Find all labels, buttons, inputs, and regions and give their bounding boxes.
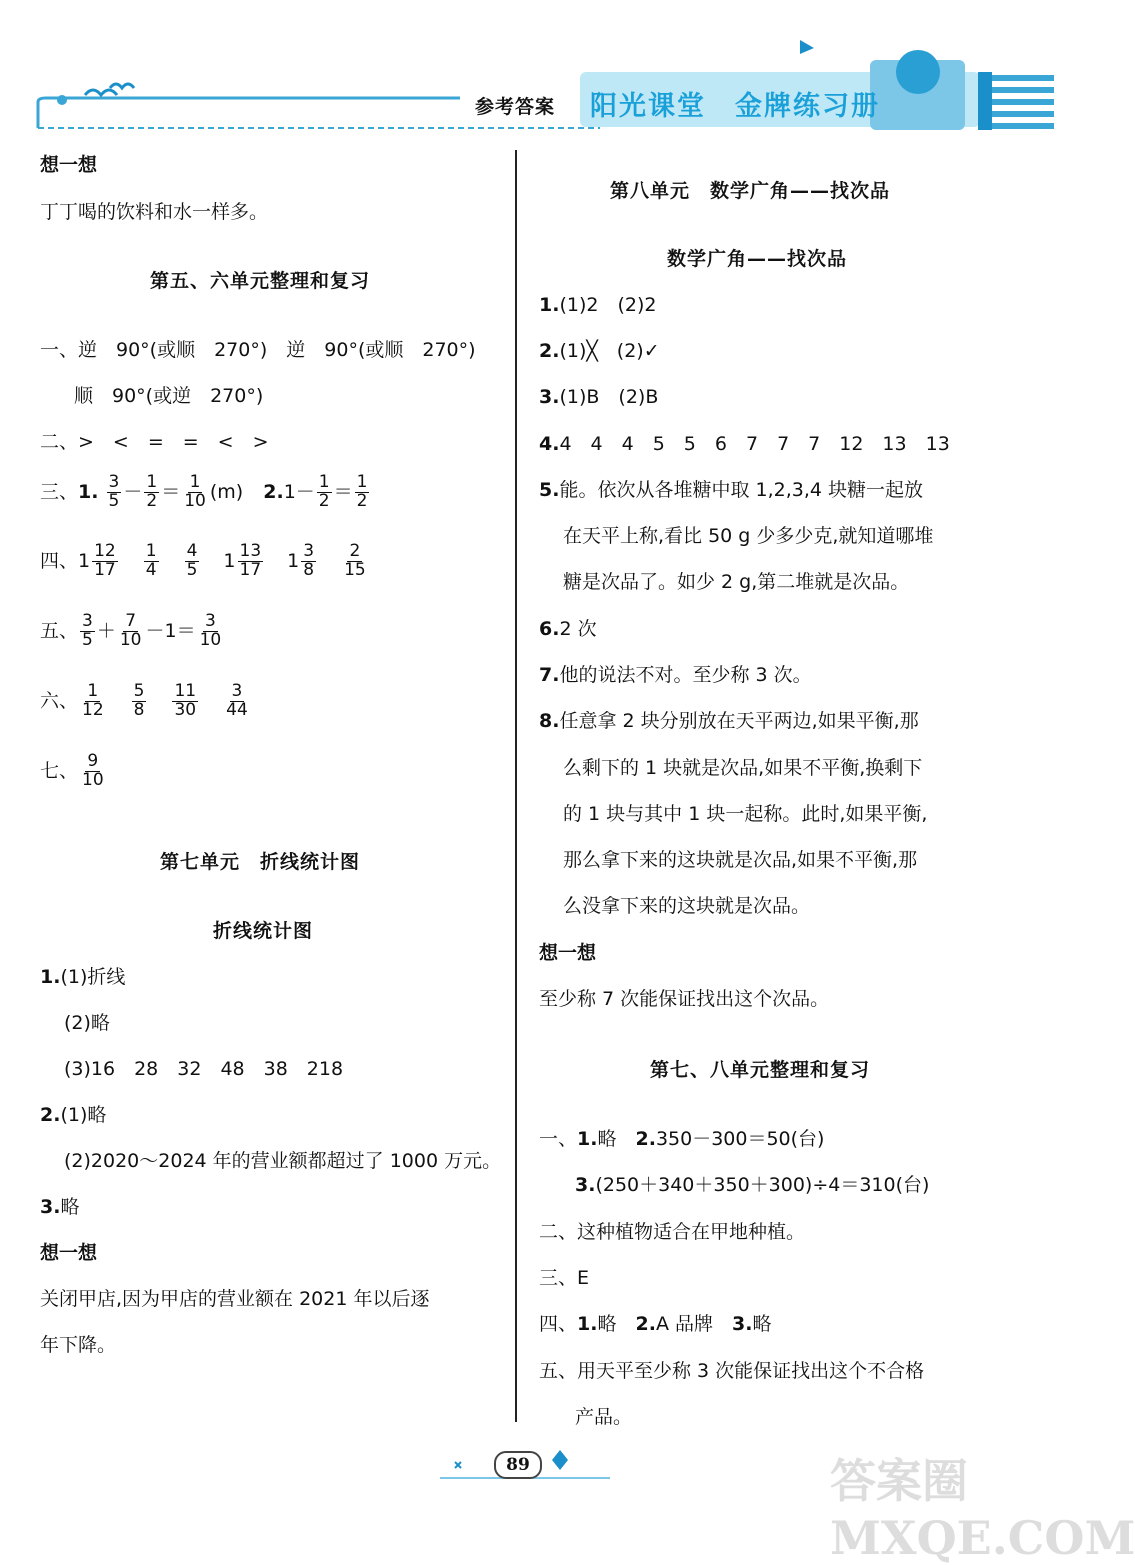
answer-text: 2 次 <box>559 618 597 640</box>
item-number: 1. <box>78 480 99 503</box>
numerator: 4 <box>186 541 198 561</box>
fraction <box>198 613 224 650</box>
answer-prefix: 四、 <box>40 549 79 572</box>
numerator: 1 <box>318 472 330 492</box>
item-number: 8. <box>539 710 560 732</box>
bird-icon <box>85 90 117 95</box>
fraction <box>107 474 122 511</box>
answer-text: 他的说法不对。至少称 3 次。 <box>559 664 812 686</box>
answer-prefix: 三、 <box>40 480 79 503</box>
answer-1-line-2: 顺 90°(或逆 270°) <box>74 385 264 407</box>
mixed-number <box>142 541 161 580</box>
unit: (m) <box>209 480 244 503</box>
answer-prefix: 六、 <box>40 689 79 712</box>
fraction <box>118 613 144 650</box>
think-text-line-2: 年下降。 <box>40 1334 117 1356</box>
answer-text: 略 <box>752 1313 772 1335</box>
section-title: 第八单元 数学广角——找次品 <box>610 180 891 202</box>
denominator: 2 <box>318 490 330 511</box>
watermark: 答案圈 MXQE.COM <box>830 1454 1135 1565</box>
item-number: 1. <box>577 1128 598 1150</box>
answer-text: 略 <box>60 1196 80 1218</box>
section-title: 第七、八单元整理和复习 <box>650 1059 871 1081</box>
mixed-number <box>78 681 108 720</box>
answer-5: 五、 $\frac{3}{5}$ ＋ $\frac{7}{10}$ －1＝ $\frac{3}{10}$ <box>40 611 222 650</box>
answer-1 <box>40 962 125 989</box>
answer-8-line-1 <box>539 706 919 733</box>
denominator: 8 <box>133 699 145 720</box>
answer-4 <box>40 543 392 580</box>
answer-text: A 品牌 <box>655 1313 732 1335</box>
answer-1-part-3: (3)16 28 32 48 38 218 <box>64 1058 344 1080</box>
answer-3 <box>40 1192 79 1219</box>
mixed-number <box>223 541 265 580</box>
section-title: 第五、六单元整理和复习 <box>150 270 371 292</box>
numerator: 2 <box>349 541 361 561</box>
answer-2 <box>539 336 660 363</box>
denominator: 17 <box>239 559 262 580</box>
item-number: 3. <box>40 1196 61 1218</box>
answer-2: 二、> < = = < > <box>40 431 269 453</box>
section-title: 第七单元 折线统计图 <box>160 851 361 873</box>
mixed-number <box>287 541 318 580</box>
item-number: 3. <box>731 1313 753 1335</box>
item-number: 2. <box>539 340 560 362</box>
numerator: 11 <box>174 681 197 701</box>
whole-number: 1 <box>78 549 91 572</box>
answer-7 <box>539 660 812 687</box>
numerator: 1 <box>356 472 368 492</box>
answer-1 <box>539 290 656 317</box>
answer-text: (1)略 <box>60 1104 107 1126</box>
answer-5-line-2: 在天平上称,看比 50 g 少多少克,就知道哪堆 <box>563 525 934 547</box>
numerator: 3 <box>82 611 93 631</box>
fraction <box>80 753 106 790</box>
fraction <box>144 543 159 580</box>
think-text: 至少称 7 次能保证找出这个次品。 <box>539 988 830 1010</box>
mixed-number <box>183 541 202 580</box>
section-subtitle: 折线统计图 <box>213 920 314 942</box>
answer-prefix: 一、 <box>539 1128 578 1150</box>
item-number: 1. <box>40 966 61 988</box>
fraction <box>355 474 370 511</box>
answer-8-line-5: 么没拿下来的这块就是次品。 <box>563 895 811 917</box>
denominator: 5 <box>108 490 120 511</box>
mixed-number <box>130 681 149 720</box>
item-number: 2. <box>635 1128 656 1150</box>
answer-text: (1)折线 <box>60 966 126 988</box>
operator: －1＝ <box>145 619 196 642</box>
denominator: 4 <box>145 559 157 580</box>
whole-number: 1 <box>283 480 296 503</box>
answer-8-line-3: 的 1 块与其中 1 块一起称。此时,如果平衡, <box>563 803 928 825</box>
item-number: 4. <box>539 433 560 455</box>
answer-5-line-3: 糖是次品了。如少 2 g,第二堆就是次品。 <box>563 571 910 593</box>
think-text: 丁丁喝的饮料和水一样多。 <box>40 201 269 223</box>
mixed-number <box>340 541 370 580</box>
review-answer-3: 三、E <box>539 1267 590 1289</box>
fraction <box>92 543 118 580</box>
answer-text: 任意拿 2 块分别放在天平两边,如果平衡,那 <box>559 710 919 732</box>
answer-text: (1)╳ (2)✓ <box>559 340 660 362</box>
section-subtitle: 数学广角——找次品 <box>667 248 848 270</box>
fraction <box>185 543 200 580</box>
mixed-number <box>78 541 120 580</box>
denominator: 10 <box>199 629 222 650</box>
fraction <box>172 683 198 720</box>
review-answer-5-line-2: 产品。 <box>575 1406 633 1428</box>
answer-8-line-2: 么剩下的 1 块就是次品,如果不平衡,换剩下 <box>563 757 923 779</box>
answer-2 <box>40 1100 106 1127</box>
header-brand: 阳光课堂 金牌练习册 <box>590 91 880 122</box>
answer-4 <box>539 429 950 456</box>
review-answer-2: 二、这种植物适合在甲地种植。 <box>539 1221 806 1243</box>
numerator: 5 <box>133 681 145 701</box>
answer-text: 能。依次从各堆糖中取 1,2,3,4 块糖一起放 <box>559 479 924 501</box>
think-text-line-1: 关闭甲店,因为甲店的营业额在 2021 年以后逐 <box>40 1288 430 1310</box>
fraction <box>182 474 208 511</box>
item-number: 7. <box>539 664 560 686</box>
fraction <box>342 543 368 580</box>
whole-number: 1 <box>287 549 300 572</box>
mixed-number <box>170 681 200 720</box>
numerator: 1 <box>189 472 201 492</box>
numerator: 3 <box>303 541 315 561</box>
numerator: 1 <box>145 541 157 561</box>
think-title: 想一想 <box>539 942 597 964</box>
answer-1-line-1: 一、逆 90°(或顺 270°) 逆 90°(或顺 270°) <box>40 339 476 361</box>
denominator: 8 <box>303 559 315 580</box>
denominator: 30 <box>174 699 197 720</box>
answer-prefix: 四、 <box>539 1313 578 1335</box>
answer-text: 略 <box>597 1128 636 1150</box>
denominator: 17 <box>94 559 116 580</box>
column-divider <box>515 150 517 1422</box>
page-header <box>0 0 1057 150</box>
fraction <box>80 613 95 650</box>
answer-text: 350－300＝50(台) <box>655 1128 825 1150</box>
pinwheel-icon <box>552 1450 568 1470</box>
item-number: 1. <box>577 1313 598 1335</box>
denominator: 44 <box>226 699 248 720</box>
fraction <box>238 543 264 580</box>
answer-7 <box>40 753 108 790</box>
denominator: 10 <box>82 769 104 790</box>
think-title: 想一想 <box>40 1242 98 1264</box>
answer-prefix: 五、 <box>40 619 79 642</box>
item-number: 2. <box>40 1104 61 1126</box>
fraction <box>317 474 332 511</box>
answer-6 <box>539 614 597 641</box>
think-title: 想一想 <box>40 154 98 176</box>
numerator: 9 <box>87 751 99 771</box>
denominator: 5 <box>186 559 198 580</box>
denominator: 5 <box>82 629 93 650</box>
numerator: 3 <box>108 472 120 492</box>
denominator: 2 <box>356 490 368 511</box>
answer-text: (1)B (2)B <box>559 386 659 408</box>
denominator: 12 <box>82 699 104 720</box>
item-number: 2. <box>263 480 284 503</box>
item-number: 3. <box>575 1174 596 1196</box>
review-answer-5-line-1: 五、用天平至少称 3 次能保证找出这个不合格 <box>539 1360 925 1382</box>
whole-number: 1 <box>223 549 236 572</box>
answer-8-line-4: 那么拿下来的这块就是次品,如果不平衡,那 <box>563 849 918 871</box>
answer-5-line-1 <box>539 475 923 502</box>
fraction <box>144 474 159 511</box>
numerator: 12 <box>94 541 116 561</box>
review-answer-1 <box>539 1124 824 1151</box>
answer-prefix: 七、 <box>40 759 79 782</box>
numerator: 1 <box>146 472 158 492</box>
answer-text: (250＋340＋350＋300)÷4＝310(台) <box>595 1174 930 1196</box>
answer-text: (1)2 (2)2 <box>559 294 657 316</box>
answer-1-part-2: (2)略 <box>64 1012 110 1034</box>
fraction <box>224 683 250 720</box>
answer-3: 三、1. $\frac{3}{5}$ － $\frac{1}{2}$ ＝ $\frac{1}{10}$ (m) 2.1－ $\frac{1}{2}$ ＝ $\frac{1}{2}$ <box>40 472 368 511</box>
answer-text: 4 4 4 5 5 6 7 7 7 12 13 13 <box>559 433 950 455</box>
item-number: 3. <box>539 386 560 408</box>
fraction <box>80 683 106 720</box>
answer-3 <box>539 382 658 409</box>
denominator: 10 <box>184 490 206 511</box>
fraction <box>132 683 147 720</box>
numerator: 1 <box>87 681 99 701</box>
fraction <box>301 543 316 580</box>
answer-6 <box>40 683 274 720</box>
header-decoration <box>0 0 1057 150</box>
item-number: 6. <box>539 618 560 640</box>
page-number: 89 <box>494 1451 542 1479</box>
numerator: 7 <box>125 611 137 631</box>
numerator: 3 <box>231 681 243 701</box>
mixed-number <box>222 681 252 720</box>
review-answer-4 <box>539 1309 771 1336</box>
denominator: 10 <box>119 629 142 650</box>
denominator: 15 <box>344 559 366 580</box>
item-number: 2. <box>635 1313 656 1335</box>
item-number: 1. <box>539 294 560 316</box>
numerator: 3 <box>205 611 216 631</box>
item-number: 5. <box>539 479 560 501</box>
answer-text: 略 <box>597 1313 636 1335</box>
header-label: 参考答案 <box>475 96 556 118</box>
denominator: 2 <box>146 490 158 511</box>
review-answer-1-part-3 <box>575 1170 929 1197</box>
numerator: 13 <box>239 541 262 561</box>
answer-2-part-2: (2)2020～2024 年的营业额都超过了 1000 万元。 <box>64 1150 502 1172</box>
